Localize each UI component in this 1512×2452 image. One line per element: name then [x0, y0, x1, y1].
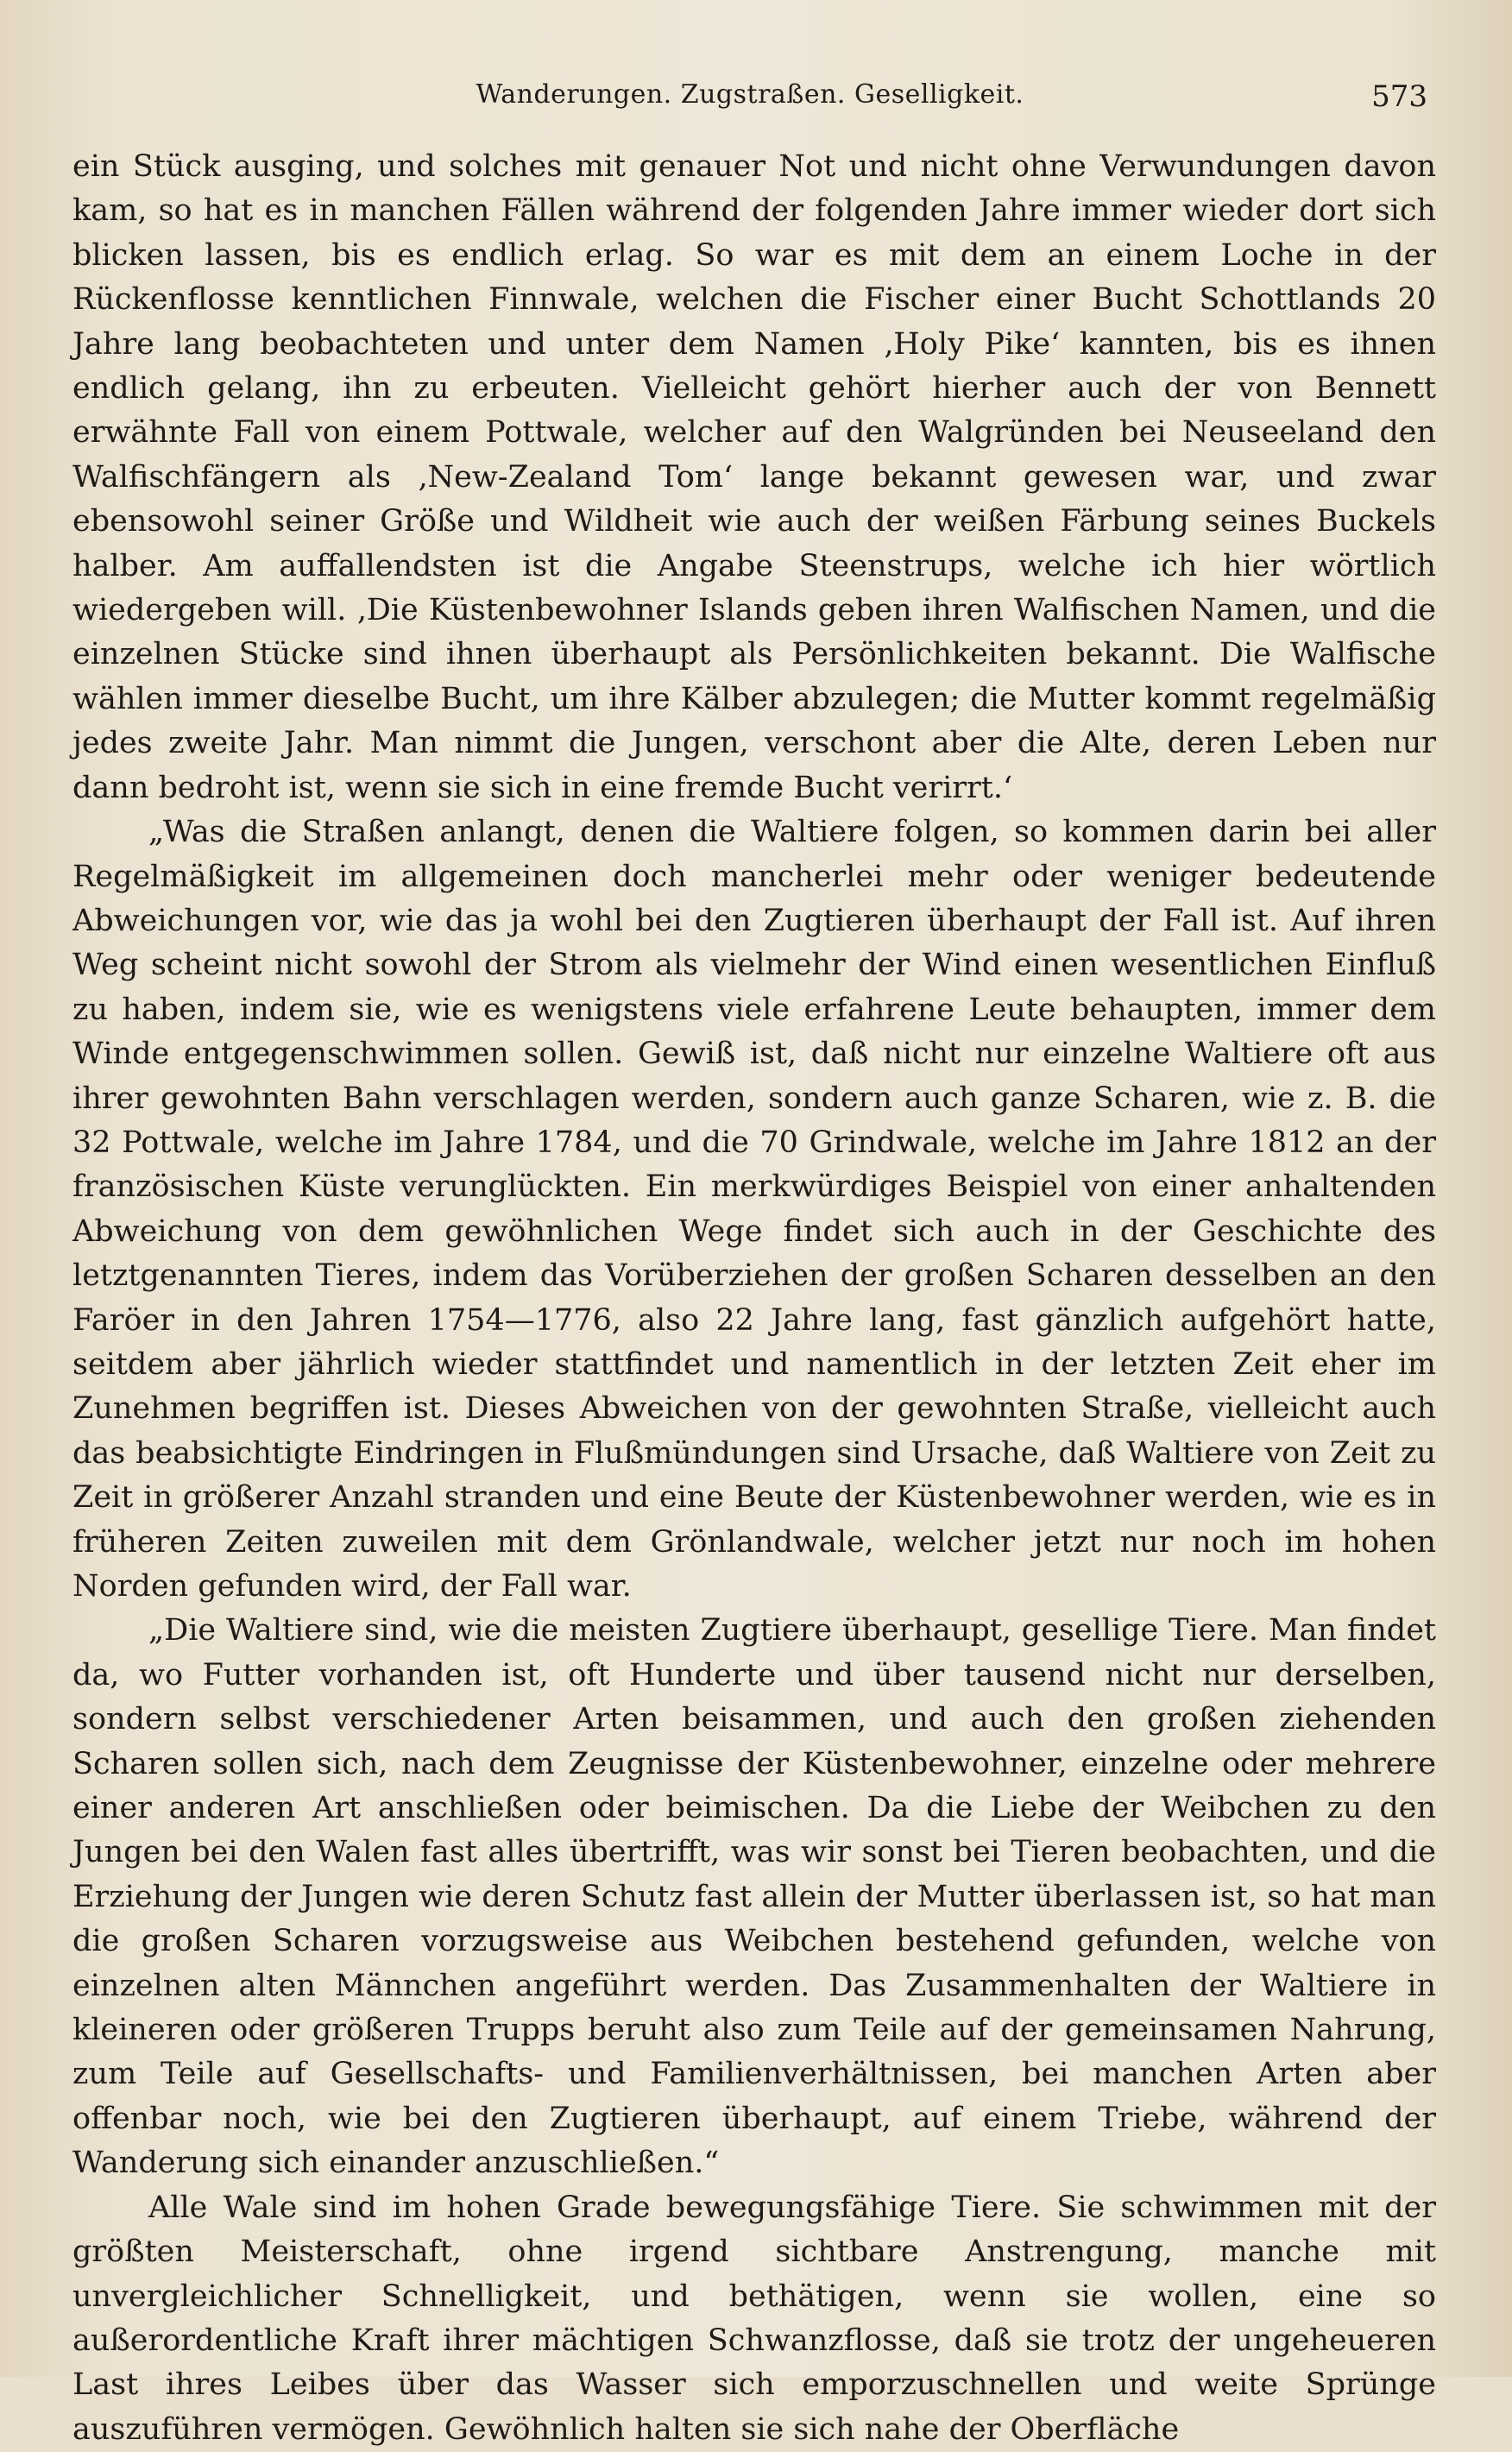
body-text	[72, 145, 1436, 2452]
paragraph: „Die Waltiere sind, wie die meisten Zugtiere überhaupt, gesellige Tiere. Man findet da, wo Futter vorhanden ist, oft Hunderte und über tausend nicht nur derselben, sondern selbst verschiedener Arten beisammen, und auch den großen ziehenden Scharen sollen sich, nach dem Zeugnisse der Küstenbewohner, einzelne oder mehrere einer anderen Art anschließen oder beimischen. Da die Liebe der Weibchen zu den Jungen bei den Walen fast alles übertrifft, was wir sonst bei Tieren beobachten, und die Erziehung der Jungen wie deren Schutz fast allein der Mutter überlassen ist, so hat man die großen Scharen vorzugsweise aus Weibchen bestehend gefunden, welche von einzelnen alten Männchen angeführt werden. Das Zusammenhalten der Waltiere in kleineren oder größeren Trupps beruht also zum Teile auf der gemeinsamen Nahrung, zum Teile auf Gesellschafts- und Familienverhältnissen, bei manchen Arten aber offenbar noch, wie bei den Zugtieren überhaupt, auf einem Triebe, während der Wanderung sich einander anzuschließen.“	[72, 1613, 1436, 2181]
running-title: Wanderungen. Zugstraßen. Geselligkeit.	[476, 79, 1024, 110]
paragraph: ein Stück ausging, und solches mit genauer Not und nicht ohne Verwundungen davon kam, so hat es in manchen Fällen während der folgenden Jahre immer wieder dort sich blicken lassen, bis es endlich erlag. So war es mit dem an einem Loche in der Rückenflosse kenntlichen Finnwale, welchen die Fischer einer Bucht Schottlands 20 Jahre lang beobachteten und unter dem Namen ‚Holy Pike‘ kannten, bis es ihnen endlich gelang, ihn zu erbeuten. Vielleicht gehört hierher auch der von Bennett erwähnte Fall von einem Pottwale, welcher auf den Walgründen bei Neuseeland den Walfischfängern als ‚New-Zealand Tom‘ lange bekannt gewesen war, und zwar ebensowohl seiner Größe und Wildheit wie auch der weißen Färbung seines Buckels halber. Am auffallendsten ist die Angabe Steenstrups, welche ich hier wörtlich wiedergeben will. ‚Die Küstenbewohner Islands geben ihren Walfischen Namen, und die einzelnen Stücke sind ihnen überhaupt als Persönlichkeiten bekannt. Die Walfische wählen immer dieselbe Bucht, um ihre Kälber abzulegen; die Mutter kommt regelmäßig jedes zweite Jahr. Man nimmt die Jungen, verschont aber die Alte, deren Leben nur dann bedroht ist, wenn sie sich in eine fremde Bucht verirrt.‘	[72, 149, 1436, 805]
paragraph: Alle Wale sind im hohen Grade bewegungsfähige Tiere. Sie schwimmen mit der größten Meisterschaft, ohne irgend sichtbare Anstrengung, manche mit unvergleichlicher Schnelligkeit, und bethätigen, wenn sie wollen, eine so außerordentliche Kraft ihrer mächtigen Schwanzflosse, daß sie trotz der ungeheueren Last ihres Leibes über das Wasser sich emporzuschnellen und weite Sprünge auszuführen vermögen. Gewöhnlich halten sie sich nahe der Oberfläche	[72, 2190, 1436, 2447]
page-number: 573	[1371, 79, 1427, 114]
paragraph: „Was die Straßen anlangt, denen die Waltiere folgen, so kommen darin bei aller Regelmäßigkeit im allgemeinen doch mancherlei mehr oder weniger bedeutende Abweichungen vor, wie das ja wohl bei den Zugtieren überhaupt der Fall ist. Auf ihren Weg scheint nicht sowohl der Strom als vielmehr der Wind einen wesentlichen Einfluß zu haben, indem sie, wie es wenigstens viele erfahrene Leute behaupten, immer dem Winde entgegenschwimmen sollen. Gewiß ist, daß nicht nur einzelne Waltiere oft aus ihrer gewohnten Bahn verschlagen werden, sondern auch ganze Scharen, wie z. B. die 32 Pottwale, welche im Jahre 1784, und die 70 Grindwale, welche im Jahre 1812 an der französischen Küste verunglückten. Ein merkwürdiges Beispiel von einer anhaltenden Abweichung von dem gewöhnlichen Wege findet sich auch in der Geschichte des letztgenannten Tieres, indem das Vorüberziehen der großen Scharen desselben an den Faröer in den Jahren 1754—1776, also 22 Jahre lang, fast gänzlich aufgehört hatte, seitdem aber jährlich wieder stattfindet und namentlich in der letzten Zeit eher im Zunehmen begriffen ist. Dieses Abweichen von der gewohnten Straße, vielleicht auch das beabsichtigte Eindringen in Flußmündungen sind Ursache, daß Waltiere von Zeit zu Zeit in größerer Anzahl stranden und eine Beute der Küstenbewohner werden, wie es in früheren Zeiten zuweilen mit dem Grönlandwale, welcher jetzt nur noch im hohen Norden gefunden wird, der Fall war.	[72, 815, 1436, 1604]
page-header	[72, 79, 1427, 123]
